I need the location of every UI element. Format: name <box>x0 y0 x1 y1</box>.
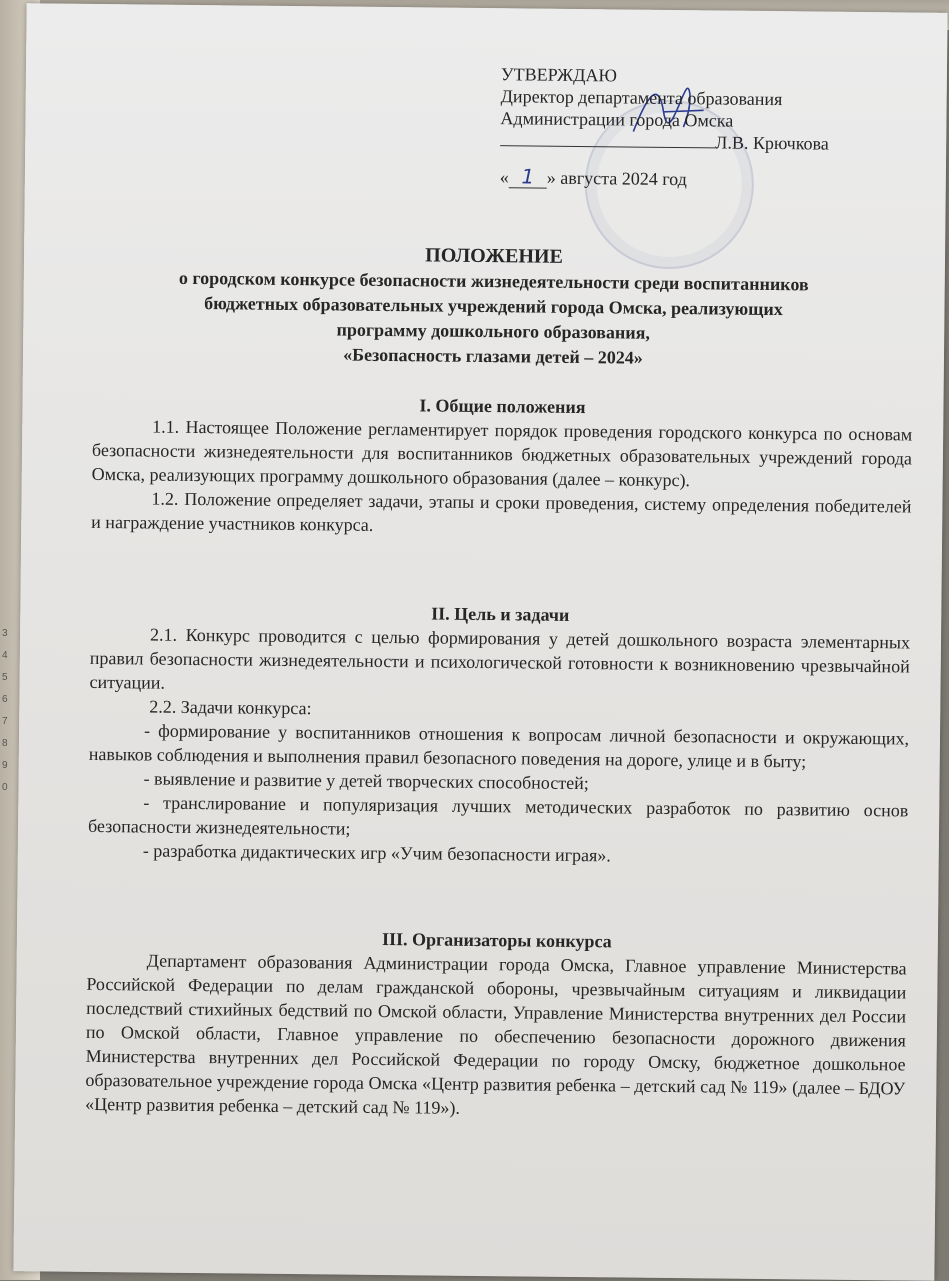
approval-block <box>500 63 830 191</box>
document-title <box>83 240 904 374</box>
approval-date <box>500 165 829 191</box>
side-number: 9 <box>2 760 8 771</box>
section-heading: II. Цель и задачи <box>431 603 570 625</box>
title-heading: ПОЛОЖЕНИЕ <box>425 244 563 268</box>
paragraph: 2.1. Конкурс проводится с целью формирования у детей дошкольного возраста элементарных правил безопасности жизнедеятельности и психологической готовности к возникновению чрезвычайной ситуации. <box>89 624 911 693</box>
section-heading: III. Организаторы конкурса <box>381 928 612 952</box>
approve-word: УТВЕРЖДАЮ <box>500 64 618 86</box>
side-number: 5 <box>2 672 8 683</box>
list-item: - разработка дидактических игр «Учим безопасности играя». <box>142 840 611 866</box>
list-item: - формирование у воспитанников отношения к вопросам личной безопасности и окружающих, навыков соблюдения и выполнения правил безопасного поведения на дороге, улице и в быту; <box>88 720 910 772</box>
paragraph: 1.1. Настоящее Положение регламентирует порядок проведения городского конкурса по основам безопасности жизнедеятельности для воспитанников бюджетных образовательных учреждений города Омска, реализующих программу дошкольного образования (далее – конкурс). <box>91 416 913 491</box>
signature-underline <box>500 131 715 148</box>
side-number: 6 <box>2 694 8 705</box>
signature-line <box>500 129 829 154</box>
paragraph: 2.2. Задачи конкурса: <box>149 696 312 719</box>
approval-position-line2: Администрации города Омска <box>500 108 734 131</box>
date-day: 1 <box>509 165 547 188</box>
date-suffix: » августа 2024 год <box>546 167 687 190</box>
side-number: 7 <box>2 716 8 727</box>
date-prefix: « <box>499 167 509 188</box>
paragraph: 1.2. Положение определяет задачи, этапы и сроки проведения, систему определения победителей и награждение участников конкурса. <box>91 488 912 535</box>
section-general <box>91 390 912 543</box>
signer-name: Л.В. Крючкова <box>715 132 829 154</box>
document-page <box>13 3 947 1281</box>
list-item: - транслирование и популяризация лучших методических разработок по развитию основ безопасности жизнедеятельности; <box>87 792 909 839</box>
section-goals <box>88 598 911 871</box>
section-heading: I. Общие положения <box>419 395 586 418</box>
approval-position-line1: Директор департамента образования <box>500 86 783 110</box>
title-line4: «Безопасность глазами детей – 2024» <box>343 344 643 368</box>
side-number: 3 <box>2 628 8 639</box>
title-line2: бюджетных образовательных учреждений города Омска, реализующих <box>204 293 783 320</box>
list-item: - выявление и развитие у детей творческих способностей; <box>143 768 589 794</box>
section-organizers <box>85 924 907 1125</box>
title-line1: о городском конкурсе безопасности жизнедеятельности среди воспитанников <box>178 267 809 295</box>
paragraph: Департамент образования Администрации города Омска, Главное управление Министерства Российской Федерации по делам гражданской обороны, чрезвычайным ситуациям и ликвидации последствий стихийных бедствий по Омской области, Управление Министерства внутренних дел России по Омской области, Главное управление по обеспечению безопасности дорожного движения Министерства внутренних дел Российской Федерации по городу Омску, бюджетное дошкольное образовательное учреждение города Омска «Центр развития ребенка – детский сад № 119» (далее – БДОУ «Центр развития ребенка – детский сад № 119»). <box>85 950 907 1118</box>
side-number: 4 <box>2 650 8 661</box>
side-number: 0 <box>2 782 8 793</box>
title-line3: программу дошкольного образования, <box>336 319 651 343</box>
side-number: 8 <box>2 738 8 749</box>
